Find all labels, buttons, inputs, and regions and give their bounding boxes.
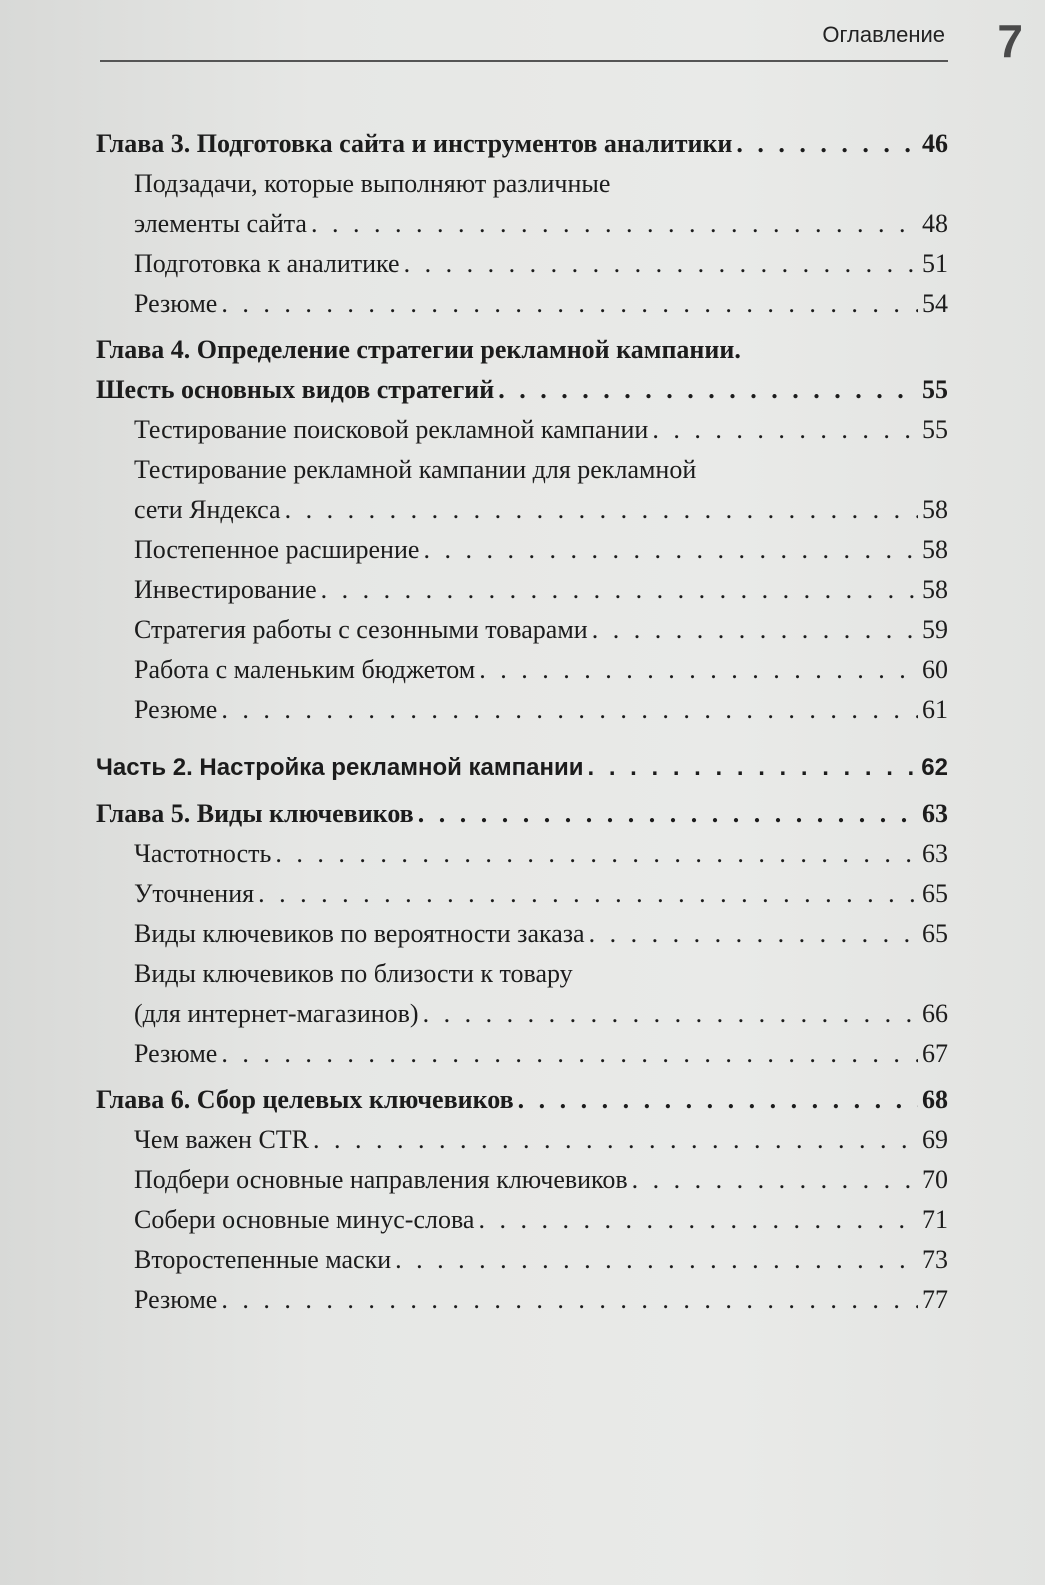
toc-entry-title: Частотность bbox=[134, 839, 272, 868]
toc-entry-chapter bbox=[96, 124, 948, 164]
dot-leader bbox=[221, 284, 918, 324]
toc-entry-page: 61 bbox=[922, 695, 948, 724]
dot-leader bbox=[423, 530, 918, 570]
toc-entry-title: Резюме bbox=[134, 1039, 218, 1068]
dot-leader bbox=[313, 1120, 918, 1160]
toc-entry-sub bbox=[96, 874, 948, 914]
toc-entry-title: элементы сайта bbox=[134, 209, 307, 238]
toc-entry-title: Виды ключевиков по вероятности заказа bbox=[134, 919, 585, 948]
toc-entry-page: 58 bbox=[922, 495, 948, 524]
dot-leader bbox=[258, 874, 918, 914]
toc-entry-page: 65 bbox=[922, 919, 948, 948]
dot-leader bbox=[589, 914, 918, 954]
toc-entry-part bbox=[96, 748, 948, 788]
toc-entry-page: 69 bbox=[922, 1125, 948, 1154]
toc-entry-sub bbox=[96, 164, 948, 244]
toc-entry-sub bbox=[96, 570, 948, 610]
table-of-contents bbox=[96, 118, 948, 1320]
toc-entry-title: Тестирование поисковой рекламной кампании bbox=[134, 415, 649, 444]
dot-leader bbox=[221, 1034, 918, 1074]
dot-leader bbox=[479, 650, 918, 690]
toc-entry-sub bbox=[96, 1160, 948, 1200]
toc-entry-title: Резюме bbox=[134, 695, 218, 724]
toc-entry-title: Второстепенные маски bbox=[134, 1245, 392, 1274]
dot-leader bbox=[478, 1200, 918, 1240]
dot-leader bbox=[423, 994, 918, 1034]
toc-entry-sub bbox=[96, 834, 948, 874]
toc-entry-sub bbox=[96, 610, 948, 650]
toc-entry-chapter bbox=[96, 330, 948, 410]
toc-entry-title: сети Яндекса bbox=[134, 495, 281, 524]
toc-entry-sub bbox=[96, 914, 948, 954]
toc-entry-page: 67 bbox=[922, 1039, 948, 1068]
toc-entry-sub bbox=[96, 530, 948, 570]
toc-entry-title: Шесть основных видов стратегий bbox=[96, 375, 495, 404]
page-number: 7 bbox=[997, 15, 1023, 67]
toc-entry-page: 54 bbox=[922, 289, 948, 318]
toc-entry-title: Часть 2. Настройка рекламной кампании bbox=[96, 754, 584, 781]
toc-entry-page: 55 bbox=[922, 415, 948, 444]
toc-entry-title: Уточнения bbox=[134, 879, 255, 908]
toc-entry-sub bbox=[96, 1280, 948, 1320]
toc-entry-page: 46 bbox=[922, 129, 948, 158]
toc-entry-title: Инвестирование bbox=[134, 575, 317, 604]
toc-entry-page: 70 bbox=[922, 1165, 948, 1194]
toc-entry-chapter bbox=[96, 1080, 948, 1120]
toc-entry-page: 51 bbox=[922, 249, 948, 278]
toc-entry-title: Подбери основные направления ключевиков bbox=[134, 1165, 628, 1194]
dot-leader bbox=[404, 244, 918, 284]
toc-entry-page: 58 bbox=[922, 575, 948, 604]
toc-entry-sub bbox=[96, 1200, 948, 1240]
toc-entry-title: Работа с маленьким бюджетом bbox=[134, 655, 476, 684]
header-rule bbox=[100, 60, 948, 62]
dot-leader bbox=[395, 1240, 918, 1280]
toc-entry-sub bbox=[96, 450, 948, 530]
toc-entry-title: Чем важен CTR bbox=[134, 1125, 310, 1154]
toc-entry-page: 63 bbox=[922, 799, 948, 828]
toc-entry-title: (для интернет-магазинов) bbox=[134, 999, 419, 1028]
toc-entry-page: 71 bbox=[922, 1205, 948, 1234]
dot-leader bbox=[588, 748, 918, 788]
dot-leader bbox=[321, 570, 918, 610]
dot-leader bbox=[652, 410, 918, 450]
dot-leader bbox=[518, 1080, 918, 1120]
toc-entry-page: 60 bbox=[922, 655, 948, 684]
dot-leader bbox=[632, 1160, 918, 1200]
toc-entry-title-line: Тестирование рекламной кампании для рекламной bbox=[134, 455, 697, 484]
toc-entry-title: Резюме bbox=[134, 1285, 218, 1314]
dot-leader bbox=[221, 1280, 918, 1320]
toc-entry-title: Глава 3. Подготовка сайта и инструментов аналитики bbox=[96, 129, 733, 158]
toc-entry-page: 62 bbox=[921, 754, 948, 781]
toc-entry-page: 65 bbox=[922, 879, 948, 908]
toc-entry-page: 77 bbox=[922, 1285, 948, 1314]
toc-entry-sub bbox=[96, 284, 948, 324]
toc-entry-title: Постепенное расширение bbox=[134, 535, 420, 564]
toc-entry-page: 58 bbox=[922, 535, 948, 564]
dot-leader bbox=[275, 834, 918, 874]
dot-leader bbox=[592, 610, 918, 650]
dot-leader bbox=[221, 690, 918, 730]
toc-entry-chapter bbox=[96, 794, 948, 834]
toc-entry-sub bbox=[96, 1120, 948, 1160]
toc-entry-sub bbox=[96, 1240, 948, 1280]
toc-entry-page: 66 bbox=[922, 999, 948, 1028]
running-header-title: Оглавление bbox=[822, 22, 945, 47]
dot-leader bbox=[418, 794, 918, 834]
toc-entry-sub bbox=[96, 650, 948, 690]
toc-entry-sub bbox=[96, 410, 948, 450]
toc-entry-title: Глава 5. Виды ключевиков bbox=[96, 799, 414, 828]
toc-entry-page: 68 bbox=[922, 1085, 948, 1114]
toc-entry-title: Подготовка к аналитике bbox=[134, 249, 400, 278]
dot-leader bbox=[285, 490, 918, 530]
toc-entry-page: 55 bbox=[922, 375, 948, 404]
dot-leader bbox=[736, 124, 918, 164]
toc-entry-sub bbox=[96, 690, 948, 730]
toc-entry-title: Резюме bbox=[134, 289, 218, 318]
toc-entry-page: 48 bbox=[922, 209, 948, 238]
toc-entry-title-line: Глава 4. Определение стратегии рекламной кампании. bbox=[96, 335, 741, 364]
toc-entry-title: Стратегия работы с сезонными товарами bbox=[134, 615, 588, 644]
dot-leader bbox=[498, 370, 918, 410]
toc-entry-sub bbox=[96, 1034, 948, 1074]
toc-entry-title-line: Виды ключевиков по близости к товару bbox=[134, 959, 573, 988]
dot-leader bbox=[311, 204, 918, 244]
toc-entry-title: Глава 6. Сбор целевых ключевиков bbox=[96, 1085, 514, 1114]
toc-entry-page: 63 bbox=[922, 839, 948, 868]
toc-entry-page: 59 bbox=[922, 615, 948, 644]
toc-entry-title-line: Подзадачи, которые выполняют различные bbox=[134, 169, 611, 198]
toc-entry-page: 73 bbox=[922, 1245, 948, 1274]
toc-entry-sub bbox=[96, 244, 948, 284]
toc-entry-title: Собери основные минус-слова bbox=[134, 1205, 475, 1234]
toc-entry-sub bbox=[96, 954, 948, 1034]
